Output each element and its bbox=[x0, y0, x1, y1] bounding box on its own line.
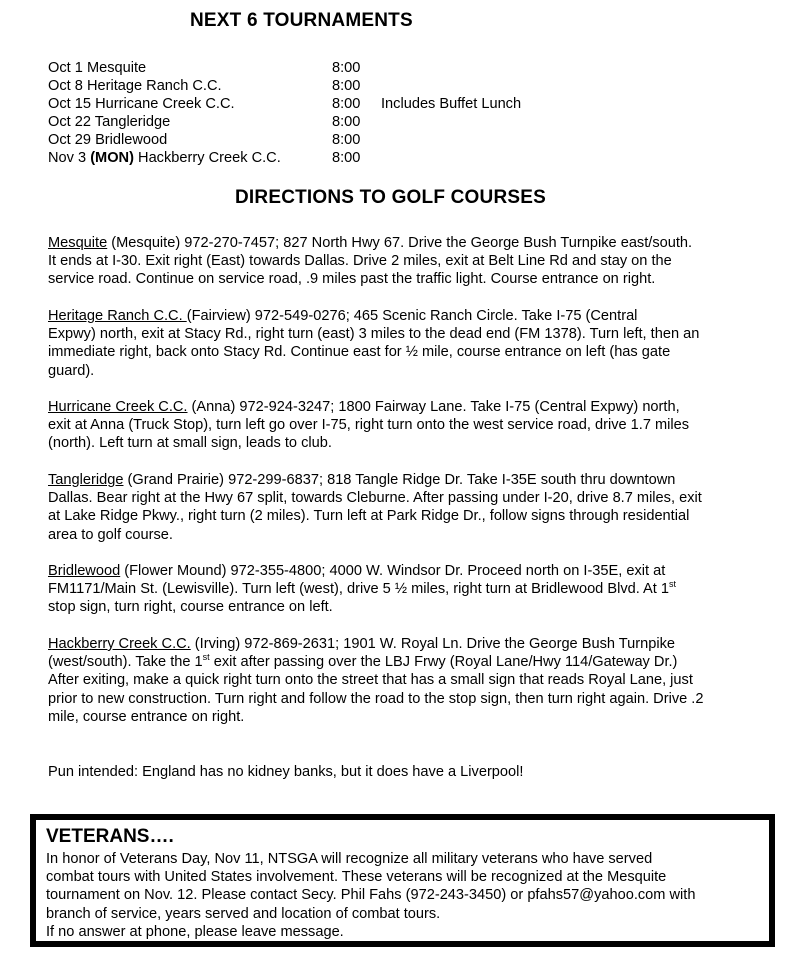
direction-line: (west/south). Take the 1 bbox=[48, 654, 203, 671]
direction-line: prior to new construction. Turn right and follow the road to the stop sign, then turn right again. Drive .2 bbox=[48, 690, 704, 707]
schedule-course: Heritage Ranch C.C. bbox=[86, 78, 222, 94]
veterans-body bbox=[46, 850, 768, 941]
direction-line: exit after passing over the LBJ Frwy (Royal Lane/Hwy 114/Gateway Dr.) bbox=[209, 654, 678, 671]
schedule-date: Oct 15 bbox=[48, 96, 91, 112]
directions-heading: DIRECTIONS TO GOLF COURSES bbox=[235, 187, 546, 208]
course-name: Mesquite bbox=[48, 235, 108, 251]
veterans-line: In honor of Veterans Day, Nov 11, NTSGA will recognize all military veterans who have served bbox=[46, 851, 653, 867]
direction-line: (Grand Prairie) 972-299-6837; 818 Tangle Ridge Dr. Take I-35E south thru downtown bbox=[123, 472, 676, 488]
veterans-line: tournament on Nov. 12. Please contact Secy. Phil Fahs (972-243-3450) or pfahs57@yahoo.com with bbox=[46, 887, 696, 904]
schedule-day-flag: (MON) bbox=[90, 150, 134, 166]
direction-line: Dallas. Bear right at the Hwy 67 split, towards Cleburne. After passing under I-20, drive 8.7 miles, exit bbox=[48, 490, 702, 507]
veterans-line: branch of service, years served and location of combat tours. bbox=[46, 905, 441, 922]
course-name: Heritage Ranch C.C. bbox=[48, 308, 187, 324]
course-directions-heritage-ranch bbox=[48, 307, 699, 380]
course-directions-hurricane-creek bbox=[48, 398, 689, 453]
tournaments-heading: NEXT 6 TOURNAMENTS bbox=[190, 10, 413, 31]
direction-line: mile, course entrance on right. bbox=[48, 708, 245, 725]
veterans-line: combat tours with United States involvement. These veterans will be recognized at the Mesquite bbox=[46, 869, 667, 886]
direction-line: (north). Left turn at small sign, leads to club. bbox=[48, 435, 332, 452]
schedule-date: Oct 1 bbox=[48, 60, 83, 76]
direction-line: (Fairview) 972-549-0276; 465 Scenic Ranch Circle. Take I-75 (Central bbox=[186, 308, 638, 324]
direction-line: (Mesquite) 972-270-7457; 827 North Hwy 67. Drive the George Bush Turnpike east/south. bbox=[107, 235, 693, 251]
direction-line: stop sign, turn right, course entrance on left. bbox=[48, 599, 333, 616]
schedule-time: 8:00 bbox=[332, 132, 361, 148]
schedule-time: 8:00 bbox=[332, 114, 361, 130]
direction-line: (Anna) 972-924-3247; 1800 Fairway Lane. Take I-75 (Central Expwy) north, bbox=[187, 399, 680, 415]
course-directions-hackberry-creek bbox=[48, 635, 703, 726]
direction-line: area to golf course. bbox=[48, 526, 173, 543]
direction-line: (Irving) 972-869-2631; 1901 W. Royal Ln. Drive the George Bush Turnpike bbox=[190, 636, 676, 652]
direction-line: service road. Continue on service road, .9 miles past the traffic light. Course entrance on right. bbox=[48, 271, 656, 288]
schedule-date: Oct 22 bbox=[48, 114, 91, 130]
schedule-time: 8:00 bbox=[332, 150, 361, 166]
pun-line: Pun intended: England has no kidney banks, but it does have a Liverpool! bbox=[48, 764, 524, 780]
schedule-date: Nov 3 bbox=[48, 150, 87, 166]
schedule-course: Tangleridge bbox=[94, 114, 171, 130]
direction-line: It ends at I-30. Exit right (East) towards Dallas. Drive 2 miles, exit at Belt Line Rd and stay on the bbox=[48, 253, 672, 270]
course-name: Bridlewood bbox=[48, 563, 121, 579]
veterans-title: VETERANS…. bbox=[46, 826, 174, 847]
direction-line: at Lake Ridge Pkwy., right turn (2 miles). Turn left at Park Ridge Dr., follow signs through residential bbox=[48, 508, 690, 525]
course-name: Tangleridge bbox=[48, 472, 124, 488]
direction-line: exit at Anna (Truck Stop), turn left go over I-75, right turn onto the west service road, drive 1.7 miles bbox=[48, 417, 690, 434]
direction-line: (Flower Mound) 972-355-4800; 4000 W. Windsor Dr. Proceed north on I-35E, exit at bbox=[120, 563, 666, 579]
ordinal-suffix: st bbox=[669, 579, 677, 590]
schedule-date: Oct 8 bbox=[48, 78, 83, 94]
direction-line: FM1171/Main St. (Lewisville). Turn left (west), drive 5 ½ miles, right turn at Bridlewood Blvd. At 1 bbox=[48, 581, 670, 598]
course-directions-bridlewood bbox=[48, 562, 676, 617]
direction-line: Expwy) north, exit at Stacy Rd., right turn (east) 3 miles to the dead end (FM 1378). Turn left, then an bbox=[48, 326, 700, 343]
course-name: Hurricane Creek C.C. bbox=[48, 399, 188, 415]
schedule-time: 8:00 bbox=[332, 96, 361, 112]
schedule-date: Oct 29 bbox=[48, 132, 91, 148]
veterans-line: If no answer at phone, please leave message. bbox=[46, 923, 344, 940]
schedule-course: Hurricane Creek C.C. bbox=[95, 96, 235, 112]
course-directions-mesquite bbox=[48, 234, 692, 289]
course-name: Hackberry Creek C.C. bbox=[48, 636, 191, 652]
schedule-course: Hackberry Creek C.C. bbox=[138, 150, 281, 166]
schedule-time: 8:00 bbox=[332, 78, 361, 94]
course-directions-tangleridge bbox=[48, 471, 702, 544]
direction-line: immediate right, back onto Stacy Rd. Continue east for ½ mile, course entrance on left (has gate bbox=[48, 344, 671, 361]
schedule-course: Mesquite bbox=[86, 60, 147, 76]
ordinal-suffix: st bbox=[202, 652, 210, 663]
schedule-course: Bridlewood bbox=[95, 132, 168, 148]
schedule-note: Includes Buffet Lunch bbox=[381, 96, 522, 112]
schedule-time: 8:00 bbox=[332, 60, 361, 76]
direction-line: After exiting, make a quick right turn onto the street that has a small sign that reads Royal Lane, just bbox=[48, 672, 693, 689]
veterans-box bbox=[30, 814, 775, 947]
direction-line: guard). bbox=[48, 362, 95, 379]
